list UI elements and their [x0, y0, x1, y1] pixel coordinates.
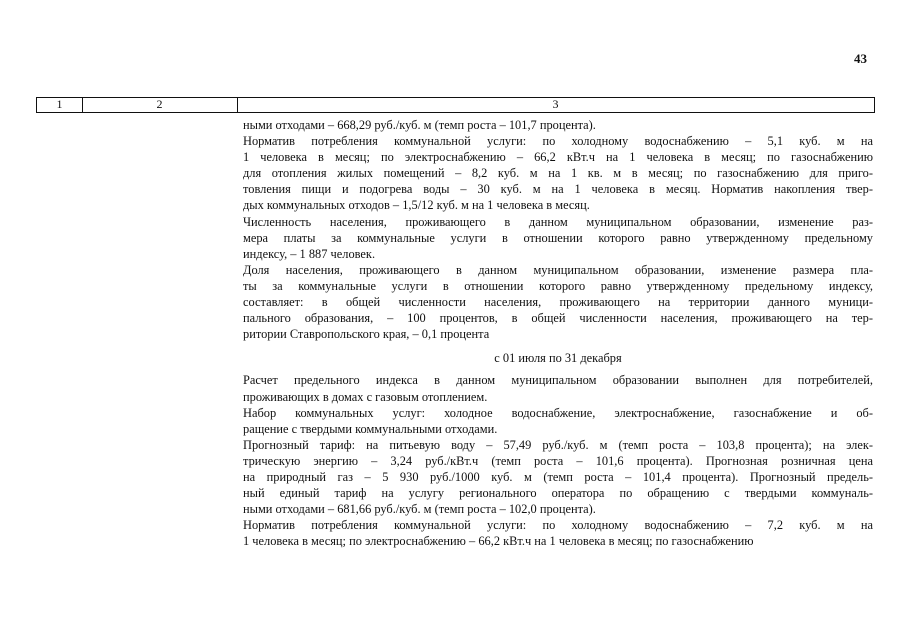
- page-number: 43: [854, 51, 867, 66]
- paragraph: [243, 117, 873, 133]
- paragraph: [243, 517, 873, 549]
- text-line: Доля населения, проживающего в данном муниципальном образовании, изменение размера пла-: [243, 262, 873, 277]
- text-line: ты за коммунальные услуги в отношении которого равно утвержденному предельному индексу,: [243, 278, 873, 293]
- paragraphs-after: [243, 372, 873, 549]
- paragraph: [243, 214, 873, 262]
- text-line: Норматив потребления коммунальной услуги: по холодному водоснабжению – 5,1 куб. м на: [243, 134, 873, 149]
- text-line: 1 человека в месяц; по электроснабжению – 66,2 кВт.ч на 1 человека в месяц; по газоснабжению: [243, 534, 754, 549]
- table-header-row: [36, 97, 875, 113]
- paragraphs-before: [243, 117, 873, 342]
- text-line: трическую энергию – 3,24 руб./кВт.ч (темп роста – 101,6 процента). Прогнозная розничная цена: [243, 453, 873, 468]
- text-line: пального образования, – 100 процентов, в общей численности населения, проживающего на тер-: [243, 311, 873, 326]
- text-line: ритории Ставропольского края, – 0,1 процента: [243, 327, 490, 342]
- document-body: [243, 117, 873, 549]
- text-line: мера платы за коммунальные услуги в отношении которого равно утвержденному предельному: [243, 230, 873, 245]
- text-line: товления пищи и подогрева воды – 30 куб. м на 1 человека в месяц. Норматив накопления твер-: [243, 182, 873, 197]
- text-line: Прогнозный тариф: на питьевую воду – 57,49 руб./куб. м (темп роста – 103,8 процента); на элек-: [243, 437, 873, 452]
- text-line: Набор коммунальных услуг: холодное водоснабжение, электроснабжение, газоснабжение и об-: [243, 405, 873, 420]
- text-line: ными отходами – 668,29 руб./куб. м (темп роста – 101,7 процента).: [243, 118, 596, 132]
- text-line: ными отходами – 681,66 руб./куб. м (темп роста – 102,0 процента).: [243, 502, 596, 517]
- text-line: на природный газ – 5 930 руб./1000 куб. м (темп роста – 101,4 процента). Прогнозный предель-: [243, 469, 873, 484]
- paragraph: [243, 372, 873, 404]
- text-line: дых коммунальных отходов – 1,5/12 куб. м на 1 человека в месяц.: [243, 198, 590, 213]
- period-heading: с 01 июля по 31 декабря: [494, 351, 622, 366]
- table-header-col-2: 2: [82, 98, 238, 112]
- paragraph: [243, 133, 873, 213]
- table-header-col-1: 1: [37, 98, 83, 112]
- text-line: 1 человека в месяц; по электроснабжению – 66,2 кВт.ч на 1 человека в месяц; по газоснабжению: [243, 150, 873, 165]
- table-header-col-3: 3: [552, 97, 559, 111]
- text-line: Численность населения, проживающего в данном муниципальном образовании, изменение раз-: [243, 214, 873, 229]
- text-line: Норматив потребления коммунальной услуги: по холодному водоснабжению – 7,2 куб. м на: [243, 518, 873, 533]
- text-line: индексу, – 1 887 человек.: [243, 246, 376, 261]
- text-line: Расчет предельного индекса в данном муниципальном образовании выполнен для потребителей,: [243, 373, 873, 388]
- text-line: ращение с твердыми коммунальными отходами.: [243, 421, 498, 436]
- paragraph: [243, 262, 873, 342]
- text-line: ный единый тариф на услугу регионального оператора по обращению с твердыми коммуналь-: [243, 486, 873, 501]
- text-line: для отопления жилых помещений – 8,2 куб. м на 1 кв. м в месяц; по газоснабжению для приго-: [243, 166, 873, 181]
- paragraph: [243, 405, 873, 437]
- paragraph: [243, 437, 873, 517]
- text-line: проживающих в домах с газовым отоплением.: [243, 389, 488, 404]
- text-line: составляет: в общей численности населения, проживающего на территории данного муници-: [243, 295, 873, 310]
